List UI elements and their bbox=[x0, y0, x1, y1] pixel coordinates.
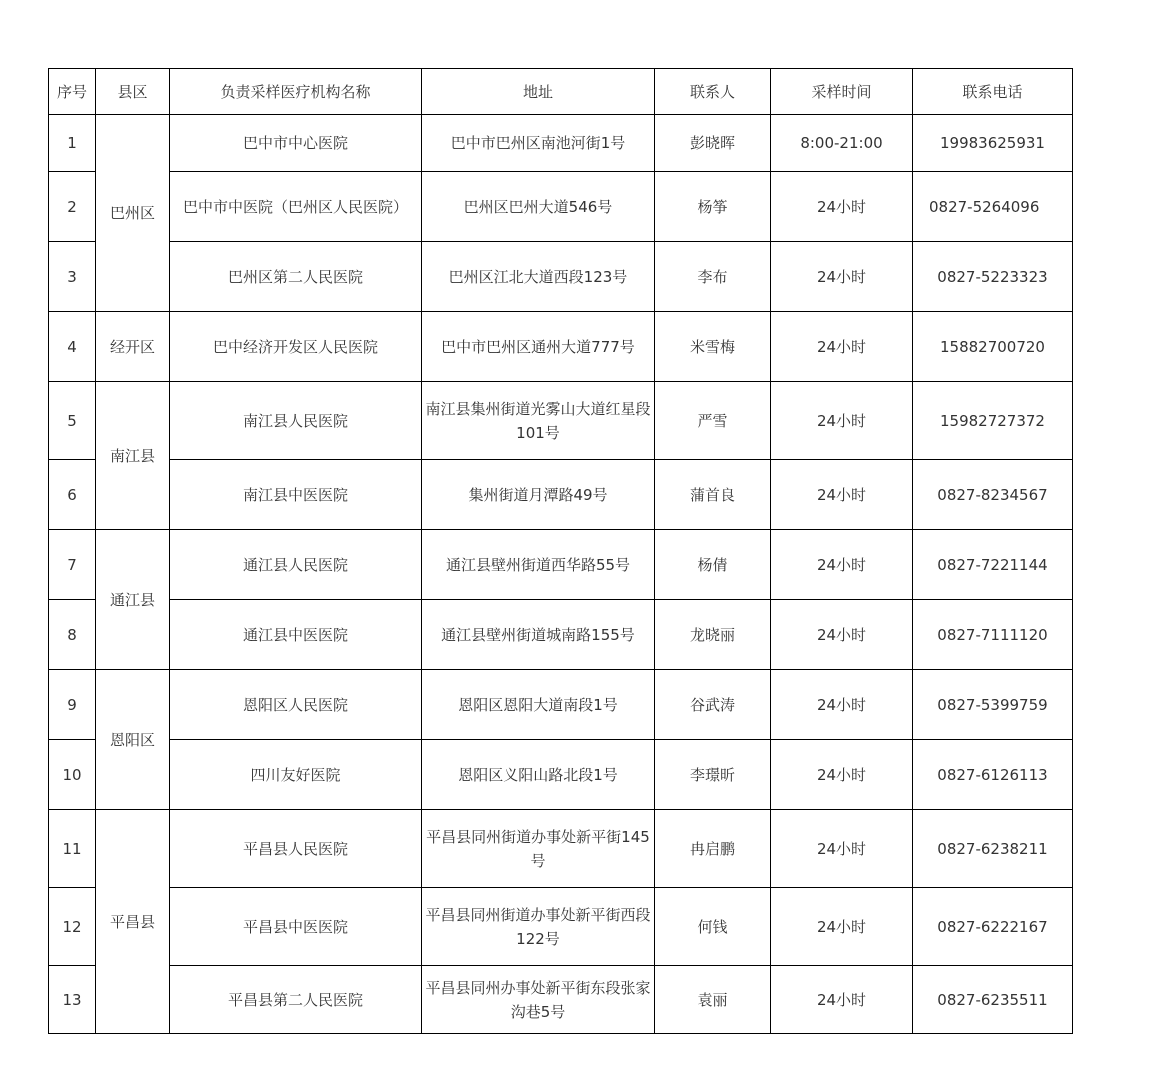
table-row bbox=[49, 888, 1073, 966]
cell-time: 24小时 bbox=[771, 670, 913, 740]
cell-phone: 0827-6235511 bbox=[913, 966, 1073, 1034]
cell-phone: 0827-7111120 bbox=[913, 600, 1073, 670]
cell-district: 恩阳区 bbox=[96, 670, 170, 810]
cell-institution: 平昌县第二人民医院 bbox=[170, 966, 422, 1034]
table-row bbox=[49, 115, 1073, 172]
table-header-row bbox=[49, 69, 1073, 115]
header-institution: 负责采样医疗机构名称 bbox=[170, 69, 422, 115]
table-row bbox=[49, 810, 1073, 888]
cell-no: 1 bbox=[49, 115, 96, 172]
cell-no: 6 bbox=[49, 460, 96, 530]
cell-phone: 15982727372 bbox=[913, 382, 1073, 460]
cell-address: 巴中市巴州区南池河街1号 bbox=[422, 115, 655, 172]
header-address: 地址 bbox=[422, 69, 655, 115]
cell-address: 巴州区巴州大道546号 bbox=[422, 172, 655, 242]
cell-contact: 蒲首良 bbox=[655, 460, 771, 530]
cell-no: 10 bbox=[49, 740, 96, 810]
table-row bbox=[49, 740, 1073, 810]
cell-contact: 彭晓晖 bbox=[655, 115, 771, 172]
cell-phone: 0827-8234567 bbox=[913, 460, 1073, 530]
cell-phone: 0827-6222167 bbox=[913, 888, 1073, 966]
cell-address: 平昌县同州街道办事处新平街西段122号 bbox=[422, 888, 655, 966]
cell-time: 24小时 bbox=[771, 172, 913, 242]
cell-time: 24小时 bbox=[771, 966, 913, 1034]
cell-district: 经开区 bbox=[96, 312, 170, 382]
cell-time: 8:00-21:00 bbox=[771, 115, 913, 172]
table-row bbox=[49, 312, 1073, 382]
cell-no: 2 bbox=[49, 172, 96, 242]
cell-contact: 严雪 bbox=[655, 382, 771, 460]
cell-contact: 李布 bbox=[655, 242, 771, 312]
cell-contact: 杨筝 bbox=[655, 172, 771, 242]
table-row bbox=[49, 530, 1073, 600]
header-contact: 联系人 bbox=[655, 69, 771, 115]
cell-address: 恩阳区恩阳大道南段1号 bbox=[422, 670, 655, 740]
cell-time: 24小时 bbox=[771, 460, 913, 530]
cell-district: 巴州区 bbox=[96, 115, 170, 312]
cell-institution: 巴州区第二人民医院 bbox=[170, 242, 422, 312]
cell-time: 24小时 bbox=[771, 888, 913, 966]
cell-address: 通江县壁州街道城南路155号 bbox=[422, 600, 655, 670]
cell-phone: 0827-5399759 bbox=[913, 670, 1073, 740]
table-row bbox=[49, 172, 1073, 242]
cell-address: 恩阳区义阳山路北段1号 bbox=[422, 740, 655, 810]
cell-contact: 谷武涛 bbox=[655, 670, 771, 740]
cell-address: 巴州区江北大道西段123号 bbox=[422, 242, 655, 312]
cell-time: 24小时 bbox=[771, 382, 913, 460]
cell-phone: 0827-5223323 bbox=[913, 242, 1073, 312]
table-row bbox=[49, 966, 1073, 1034]
cell-phone: 19983625931 bbox=[913, 115, 1073, 172]
cell-institution: 平昌县人民医院 bbox=[170, 810, 422, 888]
cell-no: 13 bbox=[49, 966, 96, 1034]
cell-institution: 南江县人民医院 bbox=[170, 382, 422, 460]
cell-time: 24小时 bbox=[771, 740, 913, 810]
table-row bbox=[49, 670, 1073, 740]
cell-institution: 平昌县中医医院 bbox=[170, 888, 422, 966]
cell-institution: 恩阳区人民医院 bbox=[170, 670, 422, 740]
cell-phone: 0827-6238211 bbox=[913, 810, 1073, 888]
cell-time: 24小时 bbox=[771, 312, 913, 382]
cell-address: 巴中市巴州区通州大道777号 bbox=[422, 312, 655, 382]
cell-no: 7 bbox=[49, 530, 96, 600]
cell-time: 24小时 bbox=[771, 600, 913, 670]
header-time: 采样时间 bbox=[771, 69, 913, 115]
cell-district: 通江县 bbox=[96, 530, 170, 670]
table-row bbox=[49, 242, 1073, 312]
cell-institution: 通江县人民医院 bbox=[170, 530, 422, 600]
cell-district: 平昌县 bbox=[96, 810, 170, 1034]
cell-address: 平昌县同州街道办事处新平街145号 bbox=[422, 810, 655, 888]
cell-institution: 南江县中医医院 bbox=[170, 460, 422, 530]
cell-phone: 0827-5264096 bbox=[913, 172, 1073, 242]
cell-phone: 0827-6126113 bbox=[913, 740, 1073, 810]
table-row bbox=[49, 460, 1073, 530]
cell-contact: 冉启鹏 bbox=[655, 810, 771, 888]
cell-contact: 米雪梅 bbox=[655, 312, 771, 382]
cell-no: 5 bbox=[49, 382, 96, 460]
cell-phone: 0827-7221144 bbox=[913, 530, 1073, 600]
cell-address: 通江县壁州街道西华路55号 bbox=[422, 530, 655, 600]
table-row bbox=[49, 600, 1073, 670]
cell-institution: 四川友好医院 bbox=[170, 740, 422, 810]
cell-address: 南江县集州街道光雾山大道红星段101号 bbox=[422, 382, 655, 460]
header-phone: 联系电话 bbox=[913, 69, 1073, 115]
cell-no: 9 bbox=[49, 670, 96, 740]
header-district: 县区 bbox=[96, 69, 170, 115]
cell-contact: 杨倩 bbox=[655, 530, 771, 600]
cell-contact: 袁丽 bbox=[655, 966, 771, 1034]
cell-no: 12 bbox=[49, 888, 96, 966]
cell-no: 3 bbox=[49, 242, 96, 312]
cell-time: 24小时 bbox=[771, 530, 913, 600]
cell-no: 8 bbox=[49, 600, 96, 670]
table-row bbox=[49, 382, 1073, 460]
cell-contact: 龙晓丽 bbox=[655, 600, 771, 670]
cell-time: 24小时 bbox=[771, 242, 913, 312]
cell-contact: 何钱 bbox=[655, 888, 771, 966]
cell-institution: 巴中市中医院（巴州区人民医院） bbox=[170, 172, 422, 242]
cell-institution: 巴中经济开发区人民医院 bbox=[170, 312, 422, 382]
cell-no: 4 bbox=[49, 312, 96, 382]
cell-institution: 巴中市中心医院 bbox=[170, 115, 422, 172]
header-no: 序号 bbox=[49, 69, 96, 115]
cell-no: 11 bbox=[49, 810, 96, 888]
cell-institution: 通江县中医医院 bbox=[170, 600, 422, 670]
cell-time: 24小时 bbox=[771, 810, 913, 888]
cell-address: 平昌县同州办事处新平街东段张家沟巷5号 bbox=[422, 966, 655, 1034]
sampling-sites-table bbox=[48, 68, 1073, 1034]
cell-address: 集州街道月潭路49号 bbox=[422, 460, 655, 530]
cell-contact: 李璟昕 bbox=[655, 740, 771, 810]
cell-district: 南江县 bbox=[96, 382, 170, 530]
cell-phone: 15882700720 bbox=[913, 312, 1073, 382]
